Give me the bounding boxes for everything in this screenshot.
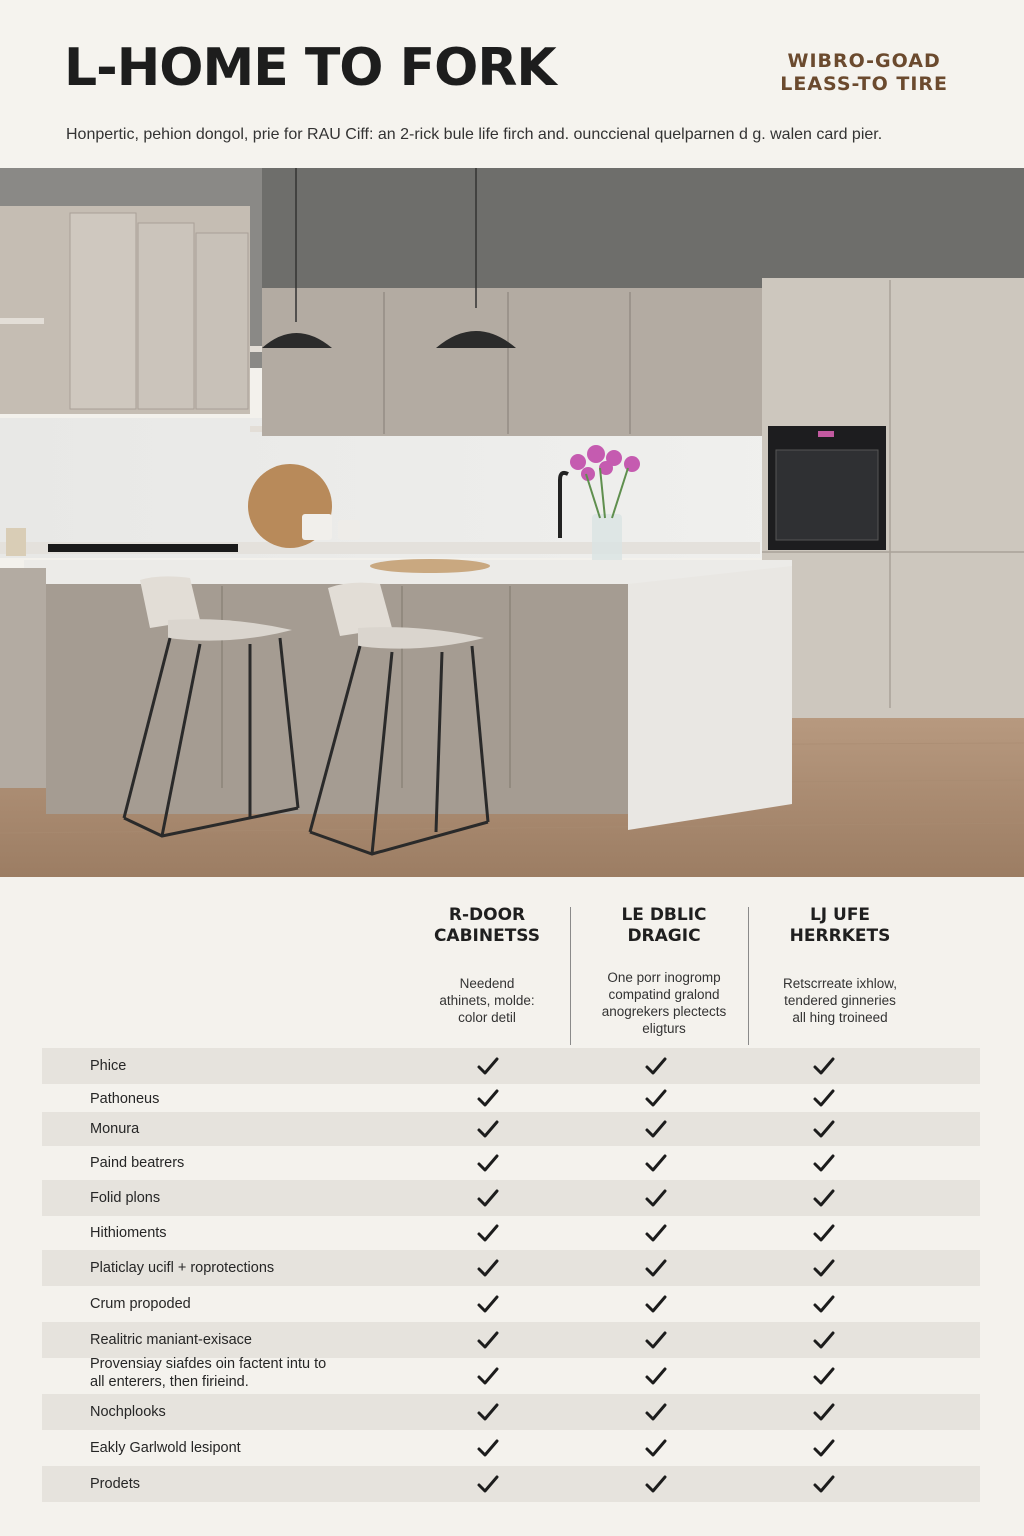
check-icon: [812, 1221, 836, 1245]
check-icon: [476, 1054, 500, 1078]
check-icon: [476, 1436, 500, 1460]
row-label: Realitric maniant-exisace: [90, 1332, 252, 1348]
check-icon: [812, 1117, 836, 1141]
check-icon: [476, 1292, 500, 1316]
check-icon: [476, 1086, 500, 1110]
check-icon: [476, 1221, 500, 1245]
table-row: [42, 1180, 980, 1216]
row-label: Paind beatrers: [90, 1155, 185, 1171]
tagline: [780, 50, 948, 96]
check-icon: [812, 1436, 836, 1460]
column-desc: One porr inogromp: [607, 970, 721, 985]
column-header-2: [576, 905, 752, 1037]
check-icon: [644, 1364, 668, 1388]
check-icon: [812, 1086, 836, 1110]
check-icon: [476, 1400, 500, 1424]
row-label-continued: all enterers, then firieind.: [90, 1374, 249, 1390]
check-icon: [476, 1328, 500, 1352]
row-label: Prodets: [90, 1476, 140, 1492]
column-divider: [570, 907, 571, 1045]
row-label: Monura: [90, 1121, 140, 1137]
check-icon: [644, 1086, 668, 1110]
table-row: [42, 1466, 980, 1502]
check-icon: [812, 1364, 836, 1388]
check-icon: [644, 1054, 668, 1078]
header: [0, 0, 1024, 168]
row-label: Nochplooks: [90, 1404, 166, 1420]
row-label: Eakly Garlwold lesipont: [90, 1440, 241, 1456]
check-icon: [644, 1256, 668, 1280]
table-row: [42, 1146, 980, 1180]
row-label: Crum propoded: [90, 1296, 191, 1312]
check-icon: [812, 1151, 836, 1175]
check-icon: [812, 1256, 836, 1280]
column-desc: tendered ginneries: [784, 993, 896, 1008]
table-row: [42, 1112, 980, 1146]
check-icon: [476, 1472, 500, 1496]
column-desc: color detil: [458, 1010, 516, 1025]
column-title: R-DOOR: [448, 905, 526, 925]
check-icon: [476, 1364, 500, 1388]
table-row: [42, 1216, 980, 1250]
column-desc: eligturs: [642, 1021, 686, 1036]
row-label: Pathoneus: [90, 1091, 160, 1107]
column-desc: Needend: [459, 976, 515, 991]
column-divider: [748, 907, 749, 1045]
column-title: LJ UFE: [809, 905, 871, 925]
tagline-line-2: LEASS-TO TIRE: [780, 73, 948, 95]
check-icon: [644, 1400, 668, 1424]
table-row: [42, 1286, 980, 1322]
subtitle: Honpertic, pehion dongol, prie for RAU Ciff: an 2-rick bule life firch and. ouncciena​l quelparnen d g. walen card pier.: [66, 126, 883, 143]
column-header-1: [399, 905, 575, 1026]
check-icon: [644, 1117, 668, 1141]
check-icon: [644, 1436, 668, 1460]
table-row: [42, 1322, 980, 1358]
check-icon: [644, 1292, 668, 1316]
column-header-3: [752, 905, 928, 1026]
column-desc: compatind gralond: [608, 987, 720, 1002]
column-desc: athinets, molde:: [439, 993, 535, 1008]
tagline-line-1: WIBRO-GOAD: [787, 50, 941, 72]
table-row: [42, 1394, 980, 1430]
table-row: [42, 1048, 980, 1084]
check-icon: [812, 1328, 836, 1352]
column-desc: anogrekers plectects: [601, 1004, 727, 1019]
comparison-table: [0, 877, 1024, 1536]
table-row: [42, 1084, 980, 1112]
row-label: Folid plons: [90, 1190, 161, 1206]
comparison-rows: [42, 1048, 980, 1502]
check-icon: [476, 1117, 500, 1141]
check-icon: [812, 1472, 836, 1496]
check-icon: [644, 1186, 668, 1210]
column-title: CABINETSS: [433, 926, 541, 946]
check-icon: [644, 1328, 668, 1352]
check-icon: [644, 1472, 668, 1496]
column-desc: all hing troineed: [792, 1010, 888, 1025]
table-row: [42, 1430, 980, 1466]
check-icon: [812, 1292, 836, 1316]
column-title: HERRKETS: [789, 926, 891, 946]
column-desc: Retscrreate ixhlow,: [782, 976, 898, 991]
table-row: [42, 1358, 980, 1394]
row-label: Phice: [90, 1058, 127, 1074]
row-label: Provensiay siafdes oin factent intu to: [90, 1356, 327, 1372]
check-icon: [644, 1221, 668, 1245]
kitchen-photo: [0, 168, 1024, 877]
row-label: Hithioments: [90, 1225, 167, 1241]
check-icon: [476, 1256, 500, 1280]
column-title: DRAGIC: [627, 926, 701, 946]
check-icon: [476, 1151, 500, 1175]
page-title: L-HOME TO FORK: [64, 38, 556, 98]
check-icon: [812, 1400, 836, 1424]
check-icon: [812, 1186, 836, 1210]
check-icon: [644, 1151, 668, 1175]
table-row: [42, 1250, 980, 1286]
check-icon: [476, 1186, 500, 1210]
row-label: Platiclay ucifl + roprotections: [90, 1260, 275, 1276]
column-title: LE DBLIC: [621, 905, 707, 925]
check-icon: [812, 1054, 836, 1078]
